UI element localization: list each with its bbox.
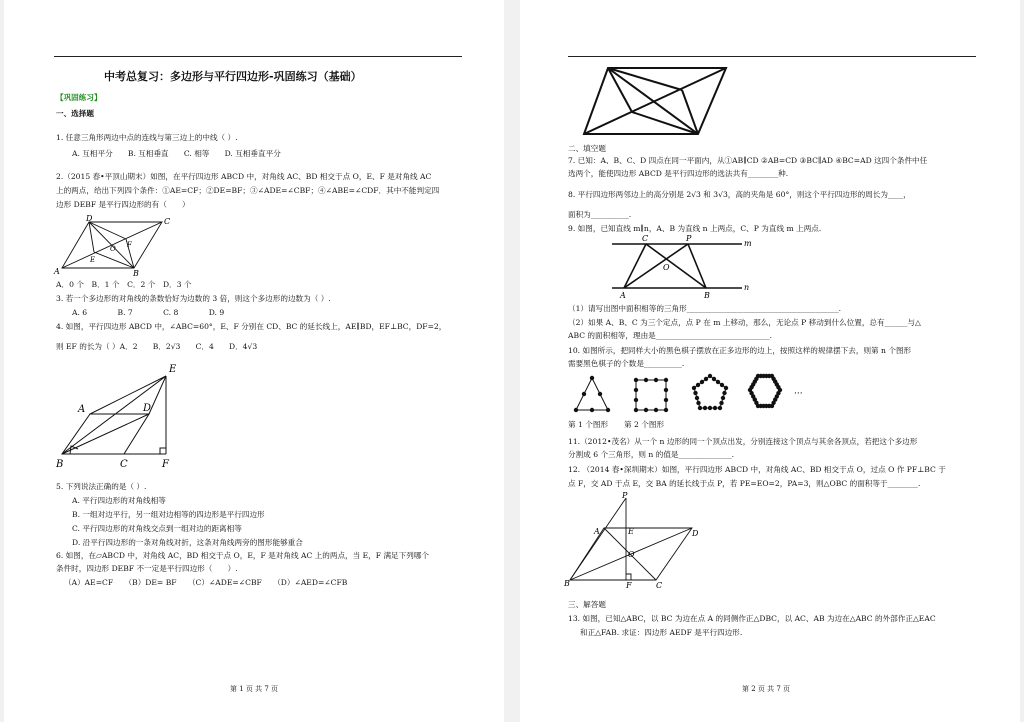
question-12-figure — [564, 491, 699, 590]
ellipsis: ··· — [794, 389, 803, 399]
label-f: F — [626, 581, 632, 590]
chess-piece-dot — [703, 406, 707, 410]
question-10-line-1: 10. 如图所示，把同样大小的黑色棋子摆放在正多边形的边上，按照这样的规律摆下去，则第 n 个图形 — [568, 346, 912, 355]
label-f: F — [162, 459, 169, 470]
chess-piece-dot — [582, 392, 586, 396]
question-12-line-2: 点 F，交 AD 于点 E，交 BA 的延长线于点 P，若 PE=EO=2，PA=3，则△OBC 的面积等于________. — [568, 479, 921, 488]
chess-piece-dot — [574, 408, 578, 412]
chess-piece-dot — [696, 401, 700, 405]
chess-piece-dot — [693, 391, 697, 395]
chess-piece-dot — [754, 377, 758, 381]
label-c: C — [120, 459, 128, 470]
label-c: C — [164, 217, 171, 226]
label-b: B — [564, 579, 570, 588]
question-6-figure — [580, 62, 730, 142]
question-4-line-2: 则 EF 的长为（ ）A．2 B．2√3 C．4 D．4√3 — [56, 342, 258, 351]
question-11-line-1: 11.（2012•茂名）从一个 n 边形的同一个顶点出发，分别连接这个顶点与其余各顶点，若把这个多边形 — [568, 437, 918, 446]
question-9-part-2-line-1: （2）如果 A、B、C 为三个定点，点 P 在 m 上移动，那么，无论点 P 移动到什么位置，总有______与△ — [568, 318, 921, 327]
question-12-line-1: 12. （2014 春•深圳期末）如图，平行四边形 ABCD 中，对角线 AC、BD 相交于点 O，过点 O 作 PF⊥BC 于 — [568, 465, 946, 474]
chess-piece-dot — [722, 391, 726, 395]
page-footer: 第 2 页 共 7 页 — [742, 685, 791, 693]
header-rule — [568, 56, 976, 57]
label-o: O — [628, 550, 635, 559]
label-p: P — [622, 491, 628, 500]
question-9-figure — [608, 232, 752, 300]
question-5-option-b: B. 一组对边平行，另一组对边相等的四边形是平行四边形 — [72, 510, 265, 519]
chess-piece-dot — [654, 378, 658, 382]
label-e: E — [90, 256, 96, 264]
label-n: n — [744, 283, 750, 292]
label-d: D — [143, 403, 152, 414]
chess-piece-dot — [664, 398, 668, 402]
question-7-line-2: 选两个，能使四边形 ABCD 是平行四边形的选法共有________种. — [568, 169, 789, 178]
label-c: C — [642, 234, 649, 243]
label-a: A — [594, 527, 600, 536]
question-7-line-1: 7. 已知：A、B、C、D 四点在同一平面内，从①AB∥CD ②AB=CD ③BC∥AD ④BC=AD 这四个条件中任 — [568, 156, 928, 165]
chess-piece-dot — [698, 406, 702, 410]
chess-piece-dot — [606, 408, 610, 412]
question-2-line-1: 2.（2015 春•平顶山期末）如图，在平行四边形 ABCD 中，对角线 AC、BD 相交于点 O，E、F 是对角线 AC — [56, 172, 432, 181]
section-tag: 【巩固练习】 — [56, 93, 102, 102]
question-6-line-1: 6. 如图，在▱ABCD 中，对角线 AC，BD 相交于点 O，E，F 是对角线 AC 上的两点，当 E，F 满足下列哪个 — [56, 551, 430, 560]
chess-piece-dot — [724, 386, 728, 390]
chess-piece-dot — [708, 374, 712, 378]
label-d: D — [692, 529, 699, 538]
question-4-line-1: 4. 如图，平行四边形 ABCD 中，∠ABC=60°，E、F 分别在 CD、BC 的延长线上，AE∥BD，EF⊥BC，DF=2， — [56, 322, 447, 331]
question-1: 1. 任意三角形两边中点的连线与第三边上的中线（ ）. — [56, 133, 238, 142]
chess-piece-dot — [713, 406, 717, 410]
chess-piece-dot — [664, 378, 668, 382]
question-5: 5. 下列说法正确的是（ ）. — [56, 482, 147, 491]
label-b: B — [133, 269, 139, 278]
chess-piece-dot — [598, 392, 602, 396]
chess-piece-dot — [590, 408, 594, 412]
question-2-line-2: 上的两点，给出下列四个条件：①AE=CF；②DE=BF；③∠ADE=∠CBF；④∠ABE=∠CDF．其中不能判定四 — [56, 186, 440, 195]
question-2-figure — [54, 214, 174, 276]
question-9: 9. 如图，已知直线 m∥n，A、B 为直线 n 上两点，C、P 为直线 m 上两点. — [568, 224, 822, 233]
question-10-figure-1-caption: 第 1 个图形 — [568, 420, 609, 429]
label-o: O — [663, 263, 670, 272]
section-heading: 二、填空题 — [568, 144, 606, 153]
chess-piece-dot — [695, 396, 699, 400]
question-3: 3. 若一个多边形的对角线的条数恰好为边数的 3 倍，则这个多边形的边数为（ ）. — [56, 294, 331, 303]
chess-piece-dot — [644, 378, 648, 382]
label-b: B — [704, 291, 710, 300]
label-a: A — [78, 404, 86, 415]
question-10-figure-2-caption: 第 2 个图形 — [624, 420, 665, 429]
chess-piece-dot — [719, 401, 723, 405]
question-5-option-d: D. 沿平行四边形的一条对角线对折，这条对角线两旁的图形能够重合 — [72, 538, 303, 547]
chess-piece-dot — [590, 376, 594, 380]
section-heading: 三、解答题 — [568, 600, 606, 609]
label-a: A — [620, 291, 626, 300]
question-8-line-1: 8. 平行四边形两邻边上的高分别是 2√3 和 3√3，高的夹角是 60°，则这个平行四边形的周长为____， — [568, 190, 911, 199]
page-2 — [520, 0, 1020, 722]
chess-piece-dot — [692, 386, 696, 390]
question-13-line-2: 和正△FAB. 求证：四边形 AEDF 是平行四边形. — [580, 628, 743, 637]
question-5-option-c: C. 平行四边形的对角线交点到一组对边的距离相等 — [72, 524, 242, 533]
label-f: F — [127, 241, 132, 249]
question-13-line-1: 13. 如图，已知△ABC，以 BC 为边在点 A 的同侧作正△DBC，以 AC、AB 为边在△ABC 的外部作正△EAC — [568, 614, 936, 623]
question-2-options: A．0 个 B．1 个 C．2 个 D．3 个 — [56, 280, 192, 289]
label-c: C — [656, 581, 663, 590]
chess-piece-dot — [634, 388, 638, 392]
page-1 — [4, 0, 504, 722]
chess-piece-dot — [654, 408, 658, 412]
chess-piece-dot — [644, 408, 648, 412]
page-title: 中考总复习：多边形与平行四边形-巩固练习（基础） — [104, 70, 362, 83]
question-11-line-2: 分割成 6 个三角形，则 n 的值是______________. — [568, 450, 735, 459]
question-6-options: （A）AE=CF （B）DE= BF （C）∠ADE=∠CBF （D）∠AED=∠CFB — [64, 578, 348, 587]
chess-piece-dot — [664, 388, 668, 392]
chess-piece-dot — [664, 408, 668, 412]
label-d: D — [86, 214, 93, 223]
chess-piece-dot — [634, 378, 638, 382]
label-p: P — [686, 234, 692, 243]
chess-piece-dot — [712, 377, 716, 381]
question-2-line-3: 边形 DEBF 是平行四边形的有（ ） — [56, 200, 190, 209]
question-1-options: A. 互相平分 B. 互相垂直 C. 相等 D. 互相垂直平分 — [72, 149, 281, 158]
label-e: E — [169, 364, 177, 375]
question-4-figure — [54, 360, 194, 472]
chess-piece-dot — [696, 383, 700, 387]
chess-piece-dot — [700, 380, 704, 384]
chess-piece-dot — [634, 408, 638, 412]
chess-piece-dot — [708, 406, 712, 410]
chess-piece-dot — [716, 380, 720, 384]
question-6-line-2: 条件时，四边形 DEBF 不一定是平行四边形（ ）. — [56, 564, 238, 573]
chess-piece-dot — [704, 377, 708, 381]
chess-piece-dot — [634, 398, 638, 402]
question-8-line-2: 面积为__________. — [568, 210, 632, 219]
label-o: O — [110, 245, 116, 253]
label-a: A — [54, 267, 60, 276]
question-10-line-2: 需要黑色棋子的个数是__________. — [568, 359, 685, 368]
chess-piece-dot — [721, 396, 725, 400]
label-m: m — [744, 239, 752, 248]
question-10-figure — [572, 372, 822, 420]
question-9-part-1: （1）请写出图中面积相等的三角形________________________________________. — [568, 304, 842, 313]
label-b: B — [56, 459, 64, 470]
question-3-options: A. 6 B. 7 C. 8 D. 9 — [72, 308, 225, 317]
question-5-option-a: A. 平行四边形的对角线相等 — [72, 496, 166, 505]
page-footer: 第 1 页 共 7 页 — [230, 685, 279, 693]
chess-piece-dot — [718, 406, 722, 410]
header-rule — [54, 56, 462, 57]
question-9-part-2-line-2: ABC 的面积相等，理由是______________________________. — [568, 331, 773, 340]
label-e: E — [628, 527, 634, 536]
chess-piece-dot — [720, 383, 724, 387]
section-heading: 一、选择题 — [56, 109, 94, 118]
